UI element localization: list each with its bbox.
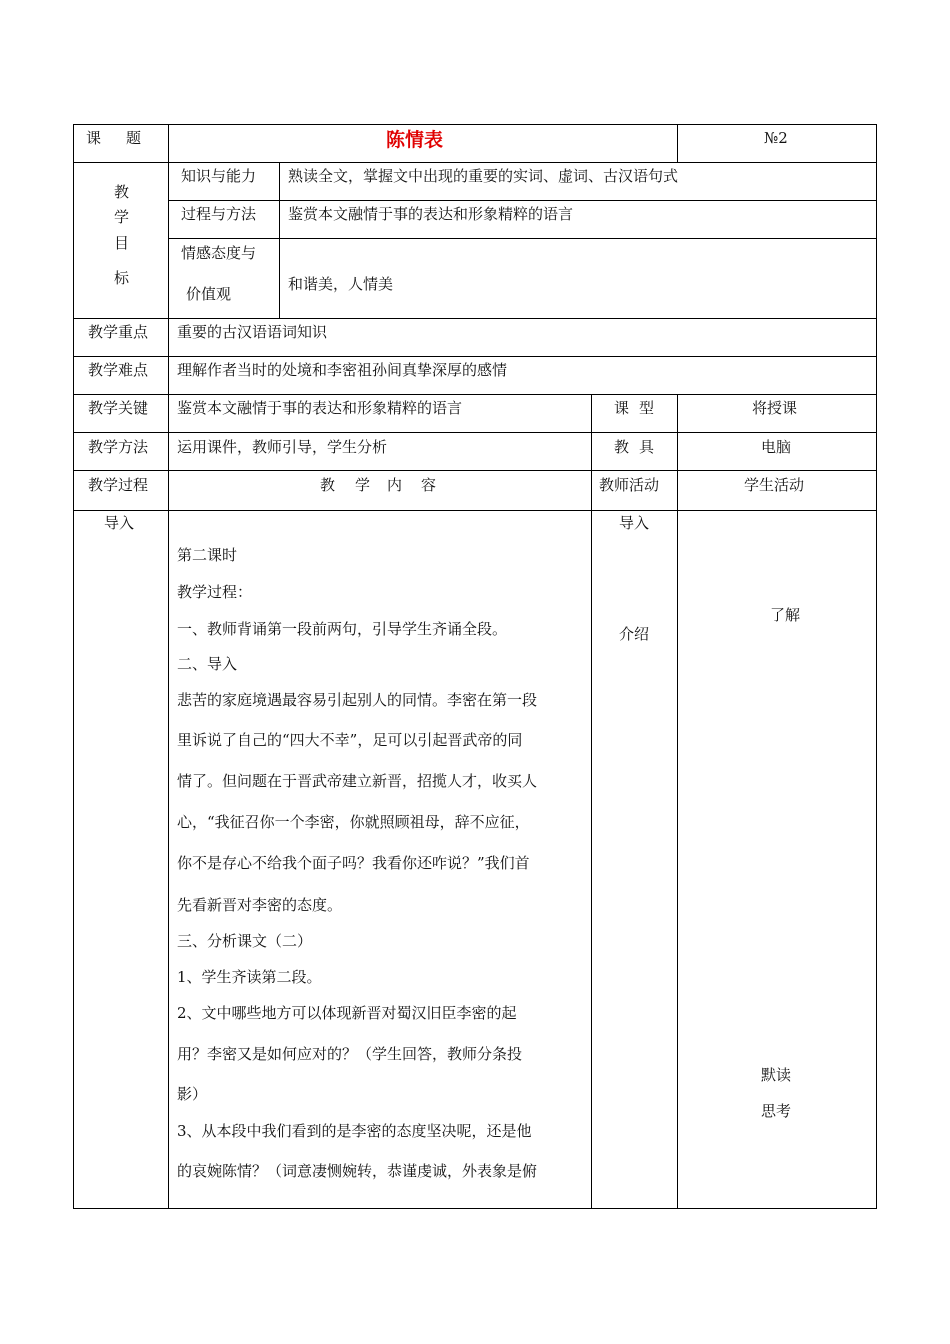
student-activity-think: 思考 [761,1102,792,1120]
student-activity-header: 学生活动 [744,476,805,494]
page-title: 陈情表 [386,129,444,151]
content-header-1: 教 [320,476,336,494]
teacher-activity-header: 教师活动 [599,476,660,494]
table-border-bottom [73,1208,877,1209]
lesson-line: 教学过程： [177,583,253,601]
table-rule [677,124,678,163]
objectives-label-1: 教 [114,183,130,201]
objective-attitude-content: 和谐美，人情美 [288,275,394,293]
tool-label-2: 具 [639,438,655,456]
lesson-line: 的哀婉陈情？（词意凄恻婉转，恭谨虔诚，外表象是俯 [177,1162,538,1180]
content-header-2: 学 [355,476,371,494]
key-label: 教学关键 [88,399,149,417]
key-point-label: 教学重点 [88,323,149,341]
objective-knowledge-label: 知识与能力 [181,167,257,185]
table-rule [677,394,678,1209]
lesson-number: №2 [764,129,788,147]
key-content: 鉴赏本文融情于事的表达和形象精粹的语言 [177,399,463,417]
lesson-line: 影） [177,1085,208,1103]
objectives-label-3: 目 [114,234,130,252]
objective-process-label: 过程与方法 [181,205,257,223]
table-border-left [73,124,74,1209]
lesson-content [177,0,587,1200]
lesson-line: 心，“我征召你一个李密，你就照顾祖母，辞不应征， [177,813,530,831]
student-activity-read: 默读 [761,1066,792,1084]
table-rule [591,394,592,1209]
table-rule [168,124,169,1209]
process-stage: 导入 [104,514,135,532]
teacher-activity-intro: 导入 [619,514,650,532]
method-content: 运用课件，教师引导，学生分析 [177,438,388,456]
objectives-label-4: 标 [114,269,130,287]
lesson-line: 一、教师背诵第一段前两句，引导学生齐诵全段。 [177,620,508,638]
table-border-right [876,124,877,1209]
type-label-2: 型 [639,399,655,417]
student-activity-understand: 了解 [770,606,801,624]
key-point-content: 重要的古汉语语词知识 [177,323,328,341]
lesson-line: 二、导入 [177,655,238,673]
objective-attitude-label-1: 情感态度与 [181,244,257,262]
difficulty-content: 理解作者当时的处境和李密祖孙间真挚深厚的感情 [177,361,508,379]
lesson-line: 悲苦的家庭境遇最容易引起别人的同情。李密在第一段 [177,691,538,709]
tool-value: 电脑 [761,438,792,456]
lesson-line: 你不是存心不给我个面子吗？我看你还咋说？”我们首 [177,854,530,872]
lesson-line: 用？李密又是如何应对的？（学生回答，教师分条投 [177,1045,523,1063]
lesson-line: 先看新晋对李密的态度。 [177,896,343,914]
lesson-line: 1、学生齐读第二段。 [177,968,322,986]
content-header-4: 容 [421,476,437,494]
type-value: 将授课 [752,399,798,417]
lesson-line: 里诉说了自己的“四大不幸”，足可以引起晋武帝的同 [177,731,523,749]
lesson-line: 3、从本段中我们看到的是李密的态度坚决呢，还是他 [177,1122,532,1140]
lesson-line: 情了。但问题在于晋武帝建立新晋，招揽人才，收买人 [177,772,538,790]
objectives-label-2: 学 [114,208,130,226]
teacher-activity-explain: 介绍 [619,625,650,643]
lesson-line: 第二课时 [177,546,238,564]
process-label: 教学过程 [88,476,149,494]
lesson-line: 三、分析课文（二） [177,932,313,950]
method-label: 教学方法 [88,438,149,456]
content-header-3: 内 [387,476,403,494]
topic-label-2: 题 [126,129,142,147]
type-label-1: 课 [614,399,630,417]
difficulty-label: 教学难点 [88,361,149,379]
tool-label-1: 教 [614,438,630,456]
lesson-line: 2、文中哪些地方可以体现新晋对蜀汉旧臣李密的起 [177,1004,517,1022]
objective-knowledge-content: 熟读全文，掌握文中出现的重要的实词、虚词、古汉语句式 [288,167,679,185]
objective-process-content: 鉴赏本文融情于事的表达和形象精粹的语言 [288,205,574,223]
topic-label-1: 课 [86,129,102,147]
objective-attitude-label-2: 价值观 [186,285,232,303]
